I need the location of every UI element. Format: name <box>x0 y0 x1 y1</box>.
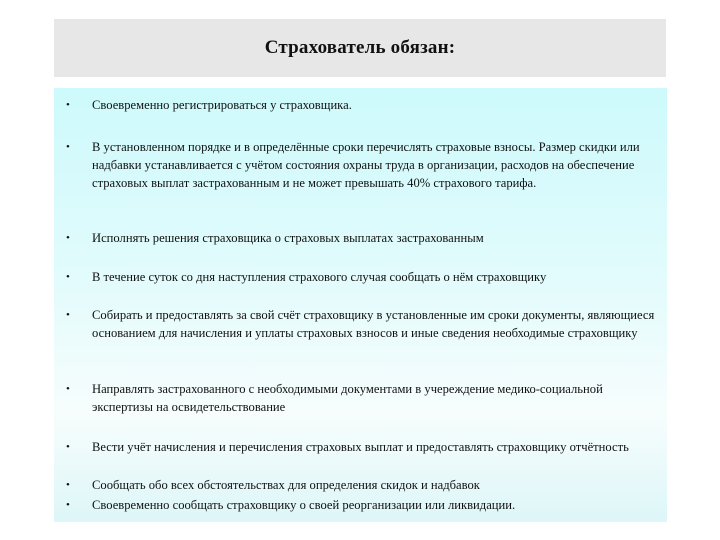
list-item <box>66 380 656 416</box>
list-item <box>66 138 656 192</box>
list-item-text: Направлять застрахованного с необходимыми документами в учереждение медико-социальной экспертизы на освидетельствование <box>92 382 603 414</box>
list-item-text: Сообщать обо всех обстоятельствах для определения скидок и надбавок <box>92 478 480 492</box>
bullet-icon: • <box>66 499 70 511</box>
bullet-icon: • <box>66 141 70 153</box>
list-item <box>66 268 656 286</box>
list-item-text: Вести учёт начисления и перечисления страховых выплат и предоставлять страховщику отчётность <box>92 440 629 454</box>
list-item <box>66 229 656 247</box>
bullet-icon: • <box>66 383 70 395</box>
title-bar <box>54 19 666 77</box>
list-item-text: Собирать и предоставлять за свой счёт страховщику в установленные им сроки документы, являющиеся основанием для начисления и уплаты страховых взносов и иные сведения необходимые страховщику <box>92 308 655 340</box>
bullet-icon: • <box>66 232 70 244</box>
list-item-text: В установленном порядке и в определённые сроки перечислять страховые взносы. Размер скидки или надбавки устанавливается с учётом состояния охраны труда в организации, расходов на обеспечение страховых выплат застрахованным и не может превышать 40% страхового тарифа. <box>92 140 640 190</box>
bullet-icon: • <box>66 271 70 283</box>
slide-title: Страхователь обязан: <box>264 37 456 58</box>
list-item <box>66 438 656 456</box>
list-item-text: В течение суток со дня наступления страхового случая сообщать о нём страховщику <box>92 270 547 284</box>
bullet-icon: • <box>66 441 70 453</box>
list-item-text: Своевременно регистрироваться у страховщика. <box>92 98 352 112</box>
list-item-text: Исполнять решения страховщика о страховых выплатах застрахованным <box>92 231 484 245</box>
bullet-icon: • <box>66 479 70 491</box>
list-item <box>66 496 656 514</box>
content-panel <box>54 88 667 522</box>
list-item <box>66 96 656 114</box>
list-item <box>66 476 656 494</box>
bullet-icon: • <box>66 99 70 111</box>
list-item <box>66 306 656 342</box>
bullet-icon: • <box>66 309 70 321</box>
list-item-text: Своевременно сообщать страховщику о своей реорганизации или ликвидации. <box>92 498 516 512</box>
